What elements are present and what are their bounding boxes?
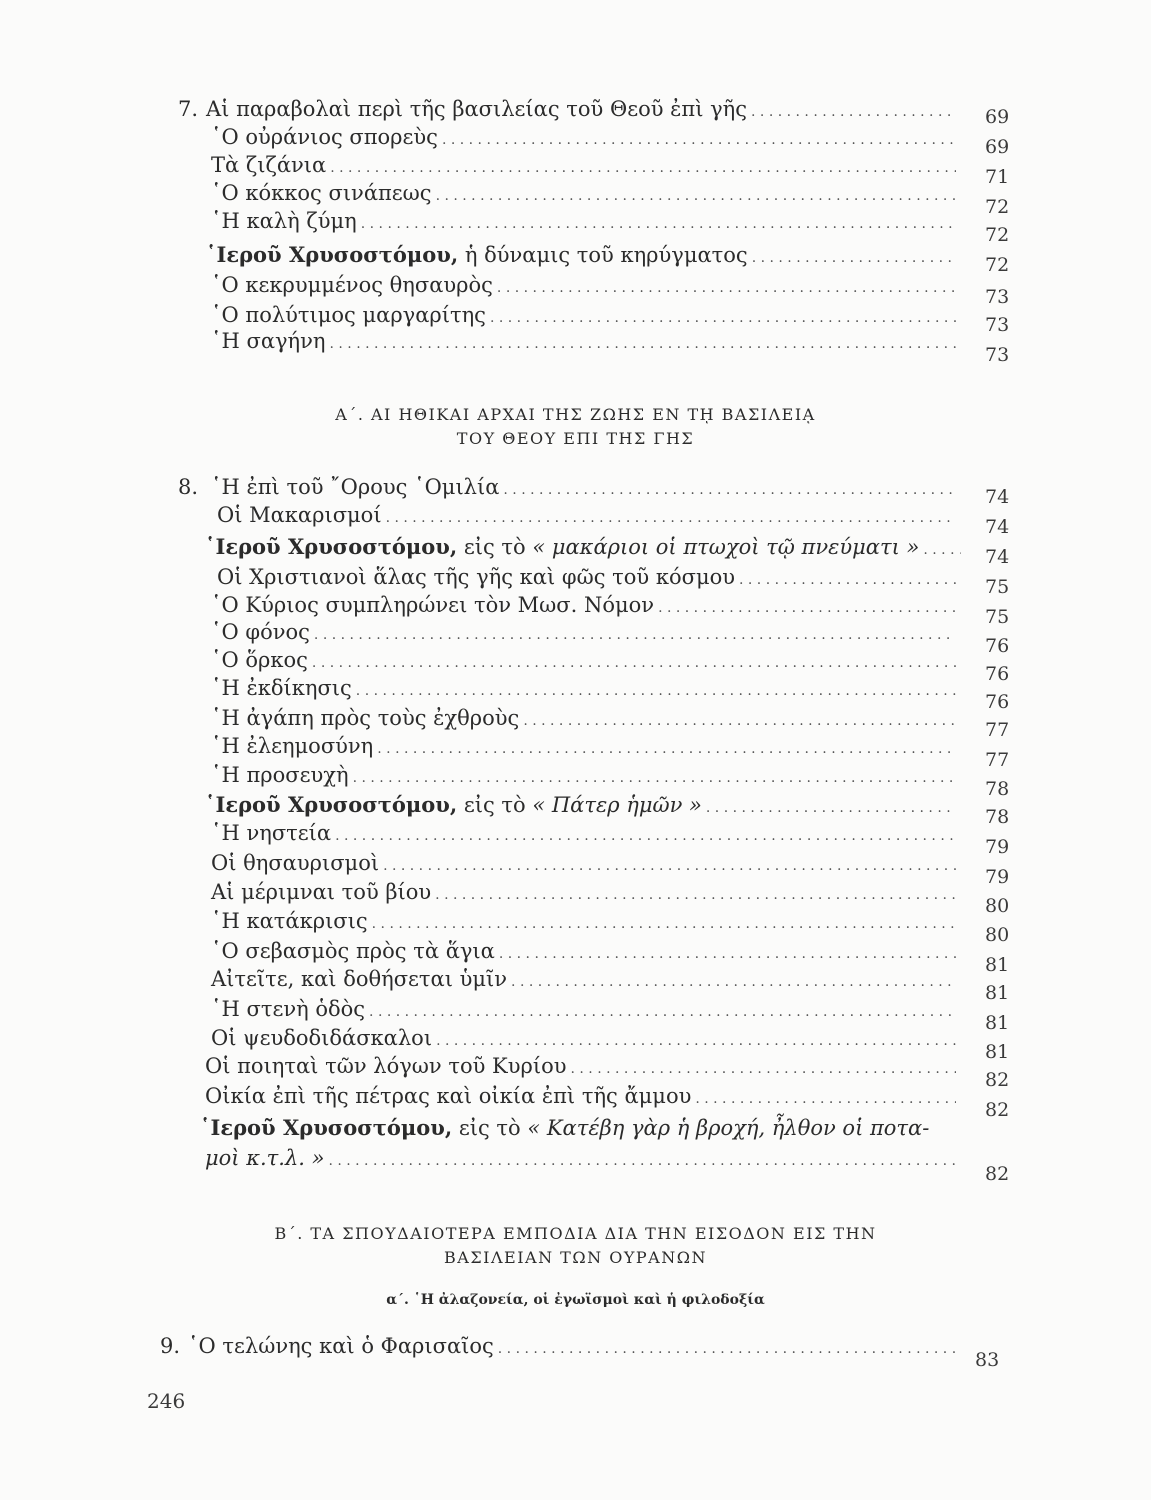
entry-title: Τὰ ζιζάνια <box>211 153 327 177</box>
entry-page: 72 <box>985 224 1010 246</box>
toc-row <box>0 472 1151 508</box>
entry-title: ῾Ο κόκκος σινάπεως <box>211 181 432 205</box>
entry-title: Αἱ μέριμναι τοῦ βίου <box>211 880 432 904</box>
entry-page: 76 <box>985 691 1010 713</box>
entry-title: ῾Ο οὐράνιος σπορεὺς <box>211 125 438 149</box>
entry-page: 82 <box>985 1163 1010 1185</box>
toc-row <box>0 562 1151 598</box>
entry-page: 73 <box>985 344 1010 366</box>
toc-entry-line2 <box>205 1143 956 1176</box>
author-name: ῾Ιεροῦ Χρυσοστόμου, <box>206 242 459 267</box>
toc-entry <box>211 673 956 706</box>
author-name: ῾Ιεροῦ Χρυσοστόμου, <box>200 1115 453 1140</box>
toc-entry <box>211 964 956 997</box>
entry-title: ῾Ο σεβασμὸς πρὸς τὰ ἅγια <box>211 939 495 963</box>
entry-page: 72 <box>985 254 1010 276</box>
entry-title: Οἱ θησαυρισμοὶ <box>211 851 380 875</box>
entry-title: ῾Η κατάκρισις <box>211 909 368 933</box>
entry-title: ῾Η ἀγάπη πρὸς τοὺς ἐχθροὺς <box>211 706 520 730</box>
toc-row <box>0 906 1151 946</box>
toc-entry <box>211 270 956 303</box>
author-name: ῾Ιεροῦ Χρυσοστόμου, <box>205 534 458 559</box>
entry-page: 78 <box>985 806 1010 828</box>
toc-row <box>0 1051 1151 1091</box>
entry-page: 74 <box>985 486 1010 508</box>
toc-row <box>0 240 1151 276</box>
toc-entry <box>211 760 956 793</box>
author-name: ῾Ιεροῦ Χρυσοστόμου, <box>205 792 458 817</box>
entry-page: 75 <box>985 606 1010 628</box>
toc-row <box>0 590 1151 628</box>
toc-row <box>0 1113 1151 1185</box>
section-heading-a-line1: Α΄. ΑΙ ΗΘΙΚΑΙ ΑΡΧΑΙ ΤΗΣ ΖΩΗΣ ΕΝ Τῌ ΒΑΣΙΛΕΙᾼ <box>335 405 816 424</box>
toc-entry-line1 <box>200 1113 960 1143</box>
entry-page: 82 <box>985 1099 1010 1121</box>
toc-entry <box>206 240 956 273</box>
toc-row <box>0 790 1151 828</box>
toc-row <box>0 760 1151 800</box>
toc-entry <box>205 1051 956 1084</box>
section-heading-b-line2: ΒΑΣΙΛΕΙΑΝ ΤΩΝ ΟΥΡΑΝΩΝ <box>444 1248 707 1267</box>
toc-row <box>0 877 1151 917</box>
toc-row <box>0 964 1151 1004</box>
toc-entry <box>211 818 956 851</box>
entry-title: Οἱ Μακαρισμοί <box>217 503 382 527</box>
entry-page: 74 <box>985 546 1010 568</box>
entry-title: Αἱ παραβολαὶ περὶ τῆς βασιλείας τοῦ Θεοῦ ἐπὶ γῆς <box>206 97 748 121</box>
quotation-continued: μοὶ κ.τ.λ. » <box>205 1146 325 1170</box>
toc-row <box>0 848 1151 888</box>
entry-title: ῾Ο φόνος <box>211 620 310 644</box>
toc-row <box>0 936 1151 976</box>
toc-row <box>0 94 1151 128</box>
entry-title: ῾Ο πολύτιμος μαργαρίτης <box>211 303 486 327</box>
entry-title: ῾Ο κεκρυμμένος θησαυρὸς <box>211 273 493 297</box>
subsection-heading: α΄. ῾Η ἀλαζονεία, οἱ ἐγωϊσμοὶ καὶ ἡ φιλοδοξία <box>386 1292 765 1308</box>
entry-title-rest: ἡ δύναμις τοῦ κηρύγματος <box>458 243 748 267</box>
entry-title <box>200 1113 929 1143</box>
entry-title: ῾Η σαγήνη <box>211 329 326 353</box>
toc-row <box>0 1331 1151 1371</box>
toc-entry <box>211 206 956 239</box>
toc-entry <box>205 532 961 565</box>
entry-title: ῾Η νηστεία <box>211 821 332 845</box>
toc-row <box>0 270 1151 308</box>
toc-row <box>0 1081 1151 1121</box>
entry-title: ῾Η ἐπὶ τοῦ ῎Ορους ῾Ομιλία <box>211 475 500 499</box>
toc-row <box>0 617 1151 657</box>
toc-entry <box>211 906 956 939</box>
entry-page: 73 <box>985 286 1010 308</box>
entry-title-rest: εἰς τὸ <box>452 1116 528 1140</box>
chapter-number: 7. <box>177 97 198 121</box>
entry-page: 81 <box>985 1041 1010 1063</box>
entry-page: 76 <box>985 663 1010 685</box>
toc-row <box>0 1023 1151 1063</box>
entry-page: 79 <box>985 866 1010 888</box>
entry-page: 77 <box>985 749 1010 771</box>
entry-title: Οἰκία ἐπὶ τῆς πέτρας καὶ οἰκία ἐπὶ τῆς ἄμμου <box>205 1084 692 1108</box>
entry-page: 83 <box>975 1349 1000 1371</box>
entry-page: 80 <box>985 895 1010 917</box>
entry-title: Οἱ Χριστιανοὶ ἅλας τῆς γῆς καὶ φῶς τοῦ κόσμου <box>217 565 735 589</box>
entry-page: 74 <box>985 516 1010 538</box>
chapter-number: 9. <box>159 1334 180 1358</box>
toc-row <box>0 122 1151 158</box>
entry-title-rest: εἰς τὸ <box>457 793 533 817</box>
toc-row <box>0 532 1151 568</box>
entry-page: 80 <box>985 924 1010 946</box>
quotation: « Πάτερ ἡμῶν » <box>532 793 702 817</box>
toc-row <box>0 818 1151 858</box>
toc-entry <box>188 1331 956 1364</box>
toc-row <box>0 994 1151 1034</box>
toc-row <box>0 731 1151 771</box>
entry-title-rest: εἰς τὸ <box>457 535 533 559</box>
toc-row <box>0 500 1151 538</box>
page-number: 246 <box>147 1389 186 1413</box>
toc-entry <box>205 1081 956 1114</box>
toc-entry <box>217 500 956 533</box>
entry-page: 75 <box>985 576 1010 598</box>
entry-title <box>206 240 748 270</box>
entry-title: Οἱ ψευδοδιδάσκαλοι <box>211 1026 433 1050</box>
entry-page: 78 <box>985 778 1010 800</box>
entry-page: 79 <box>985 836 1010 858</box>
entry-page: 81 <box>985 1012 1010 1034</box>
entry-page: 76 <box>985 635 1010 657</box>
entry-title: ῾Η προσευχὴ <box>211 763 349 787</box>
entry-page: 73 <box>985 314 1010 336</box>
entry-title: ῾Η ἐλεημοσύνη <box>211 734 374 758</box>
entry-page: 81 <box>985 982 1010 1004</box>
entry-title: Οἱ ποιηταὶ τῶν λόγων τοῦ Κυρίου <box>205 1054 567 1078</box>
entry-title: ῾Η στενὴ ὁδὸς <box>211 997 366 1021</box>
chapter-number: 8. <box>177 475 198 499</box>
entry-title: ῾Η ἐκδίκησις <box>211 676 352 700</box>
toc-row <box>0 326 1151 366</box>
toc-row <box>0 178 1151 218</box>
entry-title: ῾Ο Κύριος συμπληρώνει τὸν Μωσ. Νόμον <box>211 593 655 617</box>
toc-row <box>0 150 1151 188</box>
entry-page: 71 <box>985 166 1010 188</box>
toc-row <box>0 206 1151 246</box>
entry-page: 82 <box>985 1069 1010 1091</box>
entry-title: ῾Η καλὴ ζύμη <box>211 209 357 233</box>
entry-page: 72 <box>985 196 1010 218</box>
entry-title: ῾Ο τελώνης καὶ ὁ Φαρισαῖος <box>188 1334 494 1358</box>
entry-page: 69 <box>985 106 1010 128</box>
entry-title <box>205 790 702 820</box>
entry-page: 77 <box>985 719 1010 741</box>
section-heading-a-line2: ΤΟΥ ΘΕΟΥ ΕΠΙ ΤΗΣ ΓΗΣ <box>456 429 695 448</box>
section-heading-b-line1: Β΄. ΤΑ ΣΠΟΥΔΑΙΟΤΕΡΑ ΕΜΠΟΔΙΑ ΔΙΑ ΤΗΝ ΕΙΣΟΔΟΝ ΕΙΣ ΤΗΝ <box>274 1224 877 1243</box>
entry-page: 81 <box>985 954 1010 976</box>
entry-page: 69 <box>985 136 1010 158</box>
entry-title: Αἰτεῖτε, καὶ δοθήσεται ὑμῖν <box>211 967 508 991</box>
entry-title <box>205 532 919 562</box>
toc-row <box>0 673 1151 713</box>
quotation: « μακάριοι οἱ πτωχοὶ τῷ πνεύματι » <box>532 535 920 559</box>
quotation: « Κατέβη γὰρ ἡ βροχή, ἦλθον οἱ ποτα- <box>527 1116 930 1140</box>
toc-entry <box>211 326 956 359</box>
toc-row <box>0 645 1151 685</box>
entry-title: ῾Ο ὅρκος <box>211 648 308 672</box>
toc-row <box>0 703 1151 741</box>
